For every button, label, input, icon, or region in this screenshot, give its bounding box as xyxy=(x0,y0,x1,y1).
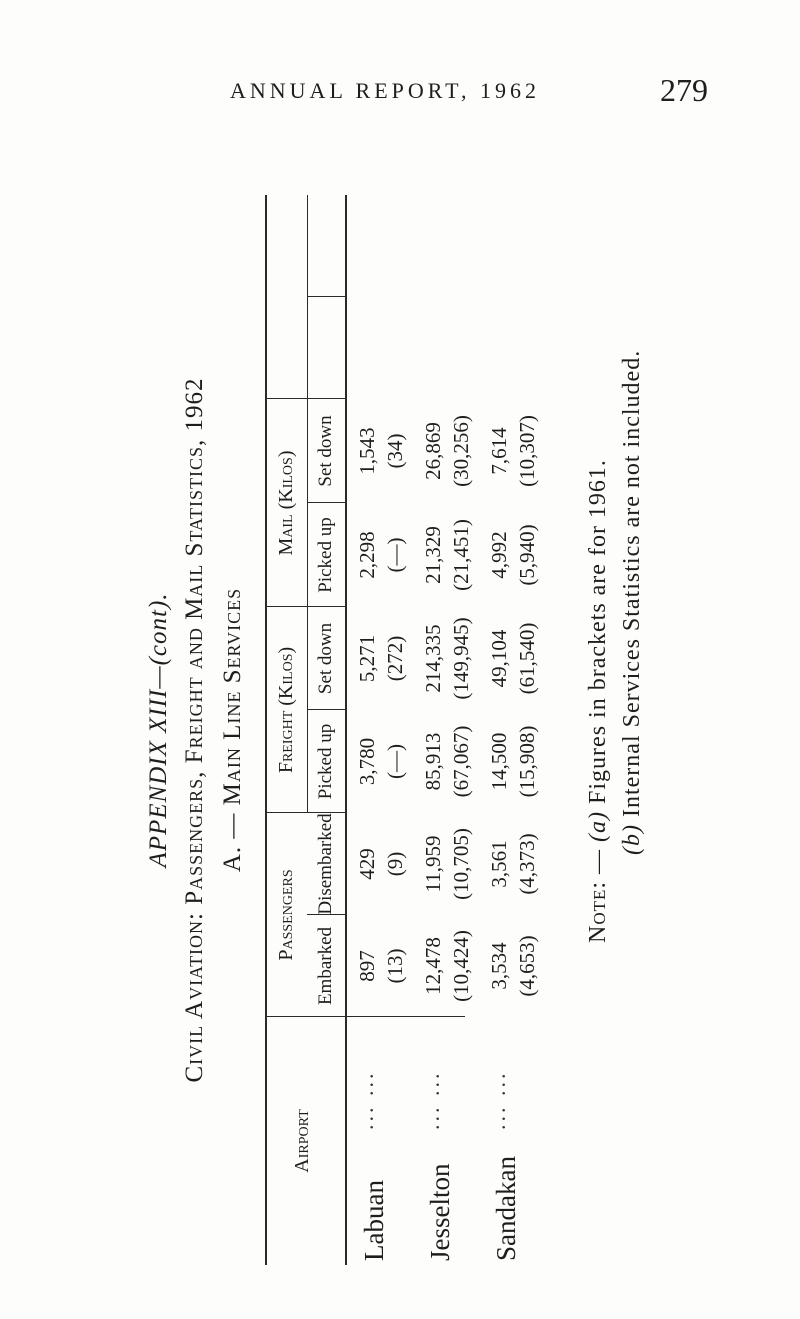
sub-disembarked: Disembarked xyxy=(315,813,336,915)
cell-mail-set: 7,614 xyxy=(487,427,511,475)
sub-embarked: Embarked xyxy=(315,926,336,1006)
cell-freight-picked-prev: (67,067) xyxy=(449,725,473,798)
running-title: ANNUAL REPORT, 1962 xyxy=(230,78,540,103)
note-a-text: Figures in brackets are for 1961. xyxy=(585,459,611,804)
sub-freight-picked-up: Picked up xyxy=(315,723,336,800)
cell-freight-set-prev: (61,540) xyxy=(515,622,539,695)
cell-mail-picked-prev: (—) xyxy=(383,537,407,573)
rotated-table-page xyxy=(145,195,665,1265)
note-a xyxy=(585,459,612,943)
cell-freight-set: 49,104 xyxy=(487,629,511,688)
cell-embarked-prev: (13) xyxy=(383,948,407,984)
cell-embarked: 3,534 xyxy=(487,942,511,990)
cell-freight-set: 214,335 xyxy=(421,624,445,693)
cell-freight-set: 5,271 xyxy=(355,634,379,683)
sub-mail-set-down: Set down xyxy=(315,415,336,487)
group-passengers-header: Passengers xyxy=(275,869,297,961)
note-label: Note: — xyxy=(585,848,611,943)
cell-disembarked-prev: (4,373) xyxy=(515,833,539,895)
cell-disembarked: 11,959 xyxy=(421,835,445,893)
page-number: 279 xyxy=(660,72,708,108)
cell-disembarked: 429 xyxy=(355,848,379,880)
cell-mail-set: 26,869 xyxy=(421,422,445,480)
cell-freight-set-prev: (272) xyxy=(383,635,407,682)
group-mail-header: Mail (Kilos) xyxy=(275,450,297,556)
group-freight-header: Freight (Kilos) xyxy=(275,646,297,774)
cell-disembarked-prev: (9) xyxy=(383,851,407,877)
cell-embarked-prev: (4,653) xyxy=(515,935,539,997)
cell-embarked: 12,478 xyxy=(421,937,445,995)
header-top-rule xyxy=(265,195,267,1265)
note-a-marker: (a) xyxy=(585,810,611,842)
cell-mail-picked: 21,329 xyxy=(421,526,445,584)
airport-name: Sandakan xyxy=(491,1156,521,1261)
appendix-caption: APPENDIX XIII—(cont). xyxy=(145,592,172,868)
leader-dots: ... ... xyxy=(353,1070,378,1130)
cell-freight-picked: 14,500 xyxy=(487,732,511,791)
note-b xyxy=(619,350,646,855)
leader-dots: ... ... xyxy=(419,1070,444,1130)
group-rule xyxy=(307,195,308,813)
cell-embarked: 897 xyxy=(355,950,379,982)
cell-mail-set: 1,543 xyxy=(355,427,379,475)
header-bottom-rule xyxy=(345,195,347,1265)
cell-mail-picked-prev: (21,451) xyxy=(449,519,473,591)
cell-disembarked-prev: (10,705) xyxy=(449,828,473,900)
cell-freight-picked-prev: (15,908) xyxy=(515,725,539,798)
cell-freight-picked: 3,780 xyxy=(355,737,379,786)
sub-freight-set-down: Set down xyxy=(315,622,336,695)
col-sep xyxy=(307,296,345,297)
cell-mail-picked: 4,992 xyxy=(487,531,511,579)
airport-name: Labuan xyxy=(359,1180,389,1261)
airport-name: Jesselton xyxy=(425,1163,455,1261)
running-head xyxy=(0,72,800,112)
cell-mail-picked-prev: (5,940) xyxy=(515,524,539,586)
cell-disembarked: 3,561 xyxy=(487,840,511,888)
sub-mail-picked-up: Picked up xyxy=(315,517,336,593)
table-title: Civil Aviation: Passengers, Freight and Mail Statistics, 1962 xyxy=(181,377,208,1083)
cell-mail-set-prev: (30,256) xyxy=(449,415,473,487)
cell-embarked-prev: (10,424) xyxy=(449,930,473,1002)
note-b-marker: (b) xyxy=(619,824,645,855)
cell-mail-set-prev: (34) xyxy=(383,433,407,469)
table-section: A. — Main Line Services xyxy=(219,587,246,873)
col-airport-header: Airport xyxy=(291,1109,313,1173)
cell-freight-set-prev: (149,945) xyxy=(449,617,473,700)
cell-mail-picked: 2,298 xyxy=(355,531,379,579)
cell-freight-picked-prev: (—) xyxy=(383,744,407,779)
leader-dots: ... ... xyxy=(485,1070,510,1130)
cell-freight-picked: 85,913 xyxy=(421,732,445,791)
cell-mail-set-prev: (10,307) xyxy=(515,415,539,487)
note-b-text: Internal Services Statistics are not included. xyxy=(619,349,645,818)
